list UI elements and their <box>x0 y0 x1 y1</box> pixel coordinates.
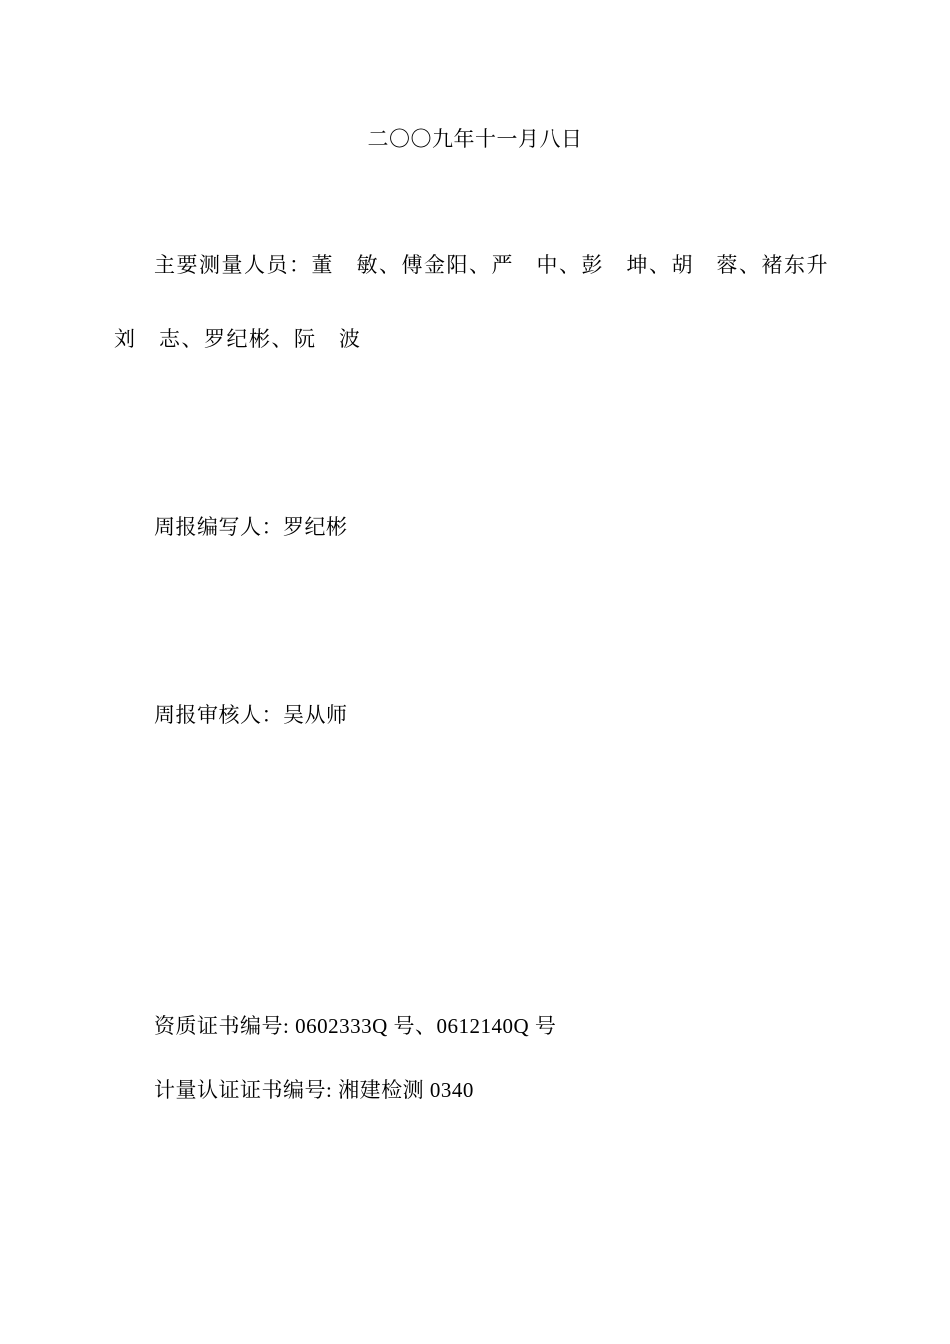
report-reviewer: 周报审核人：吴从师 <box>154 703 348 727</box>
surveyors-line-1: 主要测量人员：董 敏、傅金阳、严 中、彭 坤、胡 蓉、褚东升 <box>154 253 829 277</box>
surveyors-line-2: 刘 志、罗纪彬、阮 波 <box>114 327 362 351</box>
metrology-certificate: 计量认证证书编号: 湘建检测 0340 <box>154 1078 474 1102</box>
report-writer: 周报编写人：罗纪彬 <box>154 515 348 539</box>
qualification-certificate: 资质证书编号: 0602333Q 号、0612140Q 号 <box>154 1014 557 1038</box>
report-date: 二〇〇九年十一月八日 <box>367 127 583 151</box>
